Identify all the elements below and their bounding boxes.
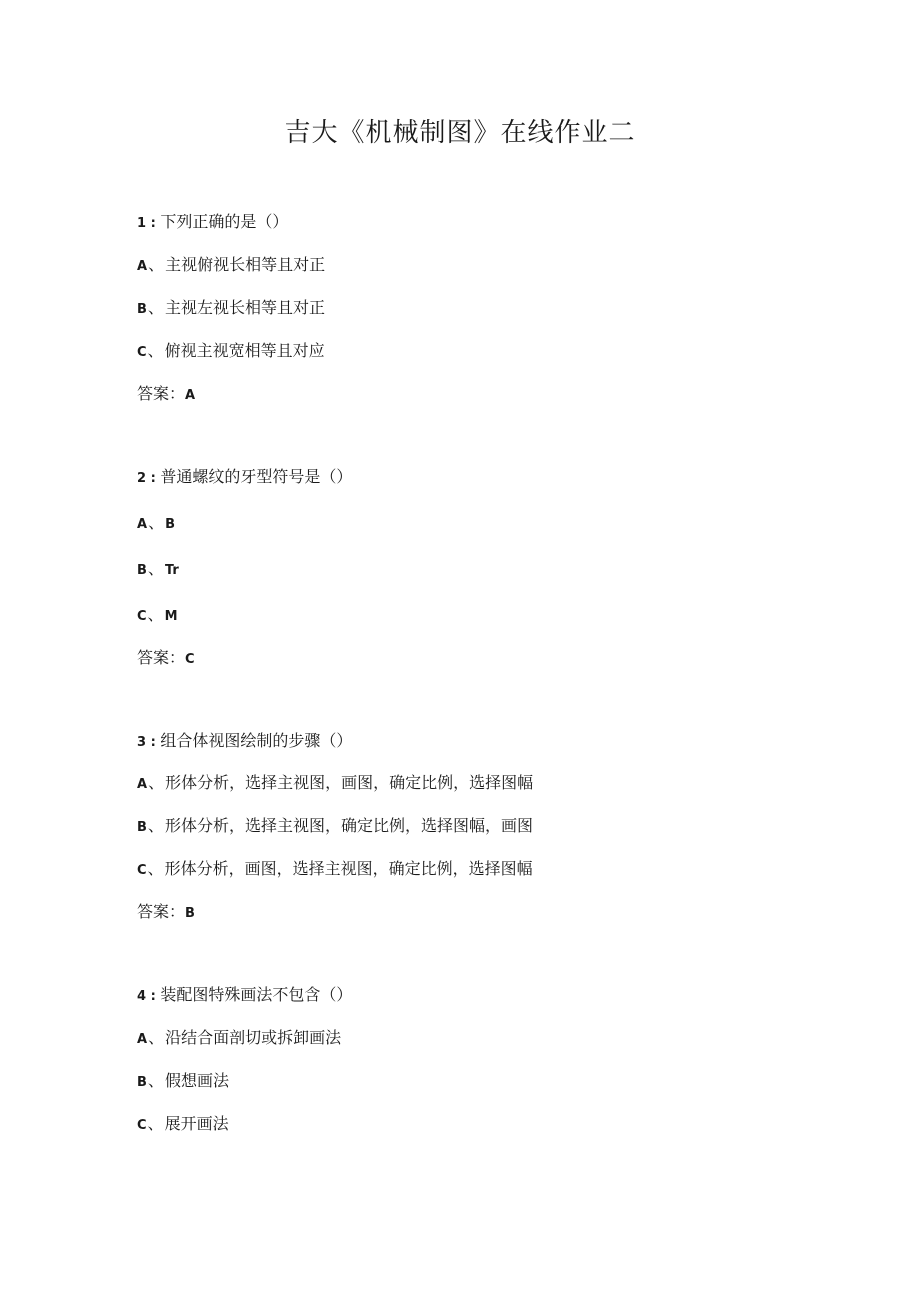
- question-4-stem: 4 : 装配图特殊画法不包含（）: [137, 985, 353, 1004]
- question-1-option-a: A、主视俯视长相等且对正: [137, 255, 326, 274]
- question-2-option-c: C、M: [137, 605, 178, 624]
- question-number: 2: [137, 471, 147, 486]
- option-key: B: [137, 1075, 147, 1090]
- question-number: 1: [137, 216, 147, 231]
- question-1-option-b: B、主视左视长相等且对正: [137, 298, 325, 317]
- option-key: A: [137, 1032, 148, 1047]
- question-1-option-c: C、俯视主视宽相等且对应: [137, 341, 325, 360]
- answer-label: 答案：: [137, 384, 186, 403]
- question-number: 3: [137, 735, 147, 750]
- option-text: M: [164, 609, 178, 624]
- option-key: B: [137, 302, 147, 317]
- question-3-answer: [137, 902, 195, 924]
- question-text: 装配图特殊画法不包含（）: [160, 985, 353, 1004]
- option-text: 主视左视长相等且对正: [164, 298, 325, 317]
- question-1-stem: 1 : 下列正确的是（）: [137, 212, 289, 231]
- option-key: A: [137, 259, 148, 274]
- answer-value: A: [185, 388, 196, 403]
- question-2-stem: 2 : 普通螺纹的牙型符号是（）: [137, 467, 353, 486]
- option-key: A: [137, 777, 148, 792]
- question-3-stem: 3 : 组合体视图绘制的步骤（）: [137, 731, 353, 750]
- option-text: 形体分析，选择主视图，画图，确定比例，选择图幅: [165, 773, 534, 792]
- option-text: 沿结合面剖切或拆卸画法: [165, 1028, 342, 1047]
- question-3-option-c: C、形体分析，画图，选择主视图，确定比例，选择图幅: [137, 859, 533, 878]
- answer-label: 答案：: [137, 902, 186, 921]
- question-1-answer: [137, 384, 195, 406]
- question-2-option-b: B、Tr: [137, 559, 179, 578]
- option-text: 俯视主视宽相等且对应: [164, 341, 325, 360]
- option-text: Tr: [164, 563, 179, 578]
- answer-value: C: [185, 652, 195, 667]
- option-key: B: [137, 820, 147, 835]
- question-text: 普通螺纹的牙型符号是（）: [160, 467, 353, 486]
- option-key: B: [137, 563, 147, 578]
- option-text: 形体分析，画图，选择主视图，确定比例，选择图幅: [164, 859, 533, 878]
- option-text: 展开画法: [164, 1114, 229, 1133]
- question-4-option-b: B、假想画法: [137, 1071, 229, 1090]
- question-4-option-a: A、沿结合面剖切或拆卸画法: [137, 1028, 342, 1047]
- option-key: C: [137, 863, 147, 878]
- option-text: 主视俯视长相等且对正: [165, 255, 326, 274]
- question-text: 下列正确的是（）: [160, 212, 289, 231]
- question-2-answer: [137, 648, 195, 670]
- option-key: C: [137, 345, 147, 360]
- option-key: A: [137, 517, 148, 532]
- question-4-option-c: C、展开画法: [137, 1114, 229, 1133]
- option-key: C: [137, 609, 147, 624]
- question-3-option-b: B、形体分析，选择主视图，确定比例，选择图幅，画图: [137, 816, 533, 835]
- question-3-option-a: A、形体分析，选择主视图，画图，确定比例，选择图幅: [137, 773, 534, 792]
- question-text: 组合体视图绘制的步骤（）: [160, 731, 353, 750]
- answer-label: 答案：: [137, 648, 186, 667]
- question-number: 4: [137, 989, 147, 1004]
- option-key: C: [137, 1118, 147, 1133]
- option-text: 形体分析，选择主视图，确定比例，选择图幅，画图: [164, 816, 533, 835]
- option-text: 假想画法: [164, 1071, 229, 1090]
- answer-value: B: [185, 906, 195, 921]
- page-title: 吉大《机械制图》在线作业二: [284, 118, 636, 148]
- option-text: B: [165, 517, 175, 532]
- question-2-option-a: A、B: [137, 513, 175, 532]
